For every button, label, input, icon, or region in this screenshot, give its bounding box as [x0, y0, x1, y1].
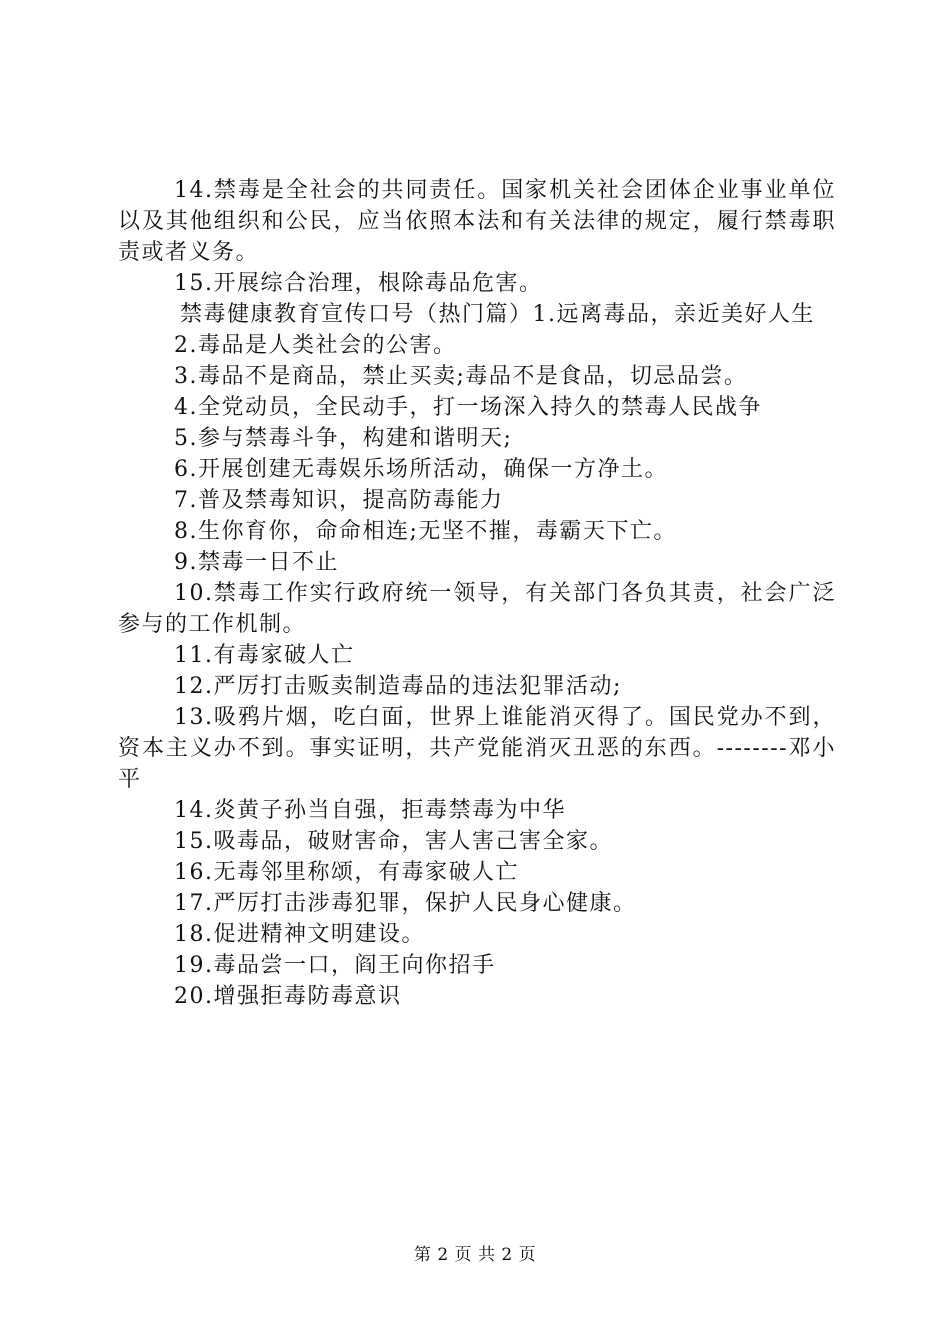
document-body	[118, 175, 836, 1012]
paragraph: 20.增强拒毒防毒意识	[174, 984, 402, 1009]
paragraph: 6.开展创建无毒娱乐场所活动，确保一方净土。	[174, 457, 668, 482]
paragraph: 19.毒品尝一口，阎王向你招手	[174, 953, 496, 978]
paragraph: 17.严厉打击涉毒犯罪，保护人民身心健康。	[174, 891, 637, 916]
paragraph: 18.促进精神文明建设。	[174, 922, 425, 947]
paragraph: 3.毒品不是商品，禁止买卖;毒品不是食品，切忌品尝。	[174, 364, 748, 389]
paragraph: 15.开展综合治理，根除毒品危害。	[174, 271, 543, 296]
section-heading-paragraph: 禁毒健康教育宣传口号（热门篇）1.远离毒品，亲近美好人生	[180, 302, 815, 327]
paragraph: 12.严厉打击贩卖制造毒品的违法犯罪活动;	[174, 674, 622, 699]
paragraph: 8.生你育你，命命相连;无坚不摧，毒霸天下亡。	[174, 519, 677, 544]
paragraph: 13.吸鸦片烟，吃白面，世界上谁能消灭得了。国民党办不到，资本主义办不到。事实证明，共产党能消灭丑恶的东西。--------邓小平	[118, 705, 836, 792]
paragraph: 2.毒品是人类社会的公害。	[174, 333, 457, 358]
paragraph: 11.有毒家破人亡	[174, 643, 355, 668]
paragraph: 4.全党动员，全民动手，打一场深入持久的禁毒人民战争	[174, 395, 762, 420]
paragraph: 14.炎黄子孙当自强，拒毒禁毒为中华	[174, 798, 566, 823]
paragraph: 9.禁毒一日不止	[174, 550, 339, 575]
paragraph: 5.参与禁毒斗争，构建和谐明天;	[174, 426, 513, 451]
paragraph: 10.禁毒工作实行政府统一领导，有关部门各负其责，社会广泛参与的工作机制。	[118, 581, 836, 637]
page-number-footer: 第 2 页 共 2 页	[413, 1245, 537, 1265]
paragraph: 16.无毒邻里称颂，有毒家破人亡	[174, 860, 519, 885]
paragraph: 14.禁毒是全社会的共同责任。国家机关社会团体企业事业单位以及其他组织和公民，应当依照本法和有关法律的规定，履行禁毒职责或者义务。	[118, 178, 836, 265]
paragraph: 15.吸毒品，破财害命，害人害己害全家。	[174, 829, 613, 854]
paragraph: 7.普及禁毒知识，提高防毒能力	[174, 488, 504, 513]
